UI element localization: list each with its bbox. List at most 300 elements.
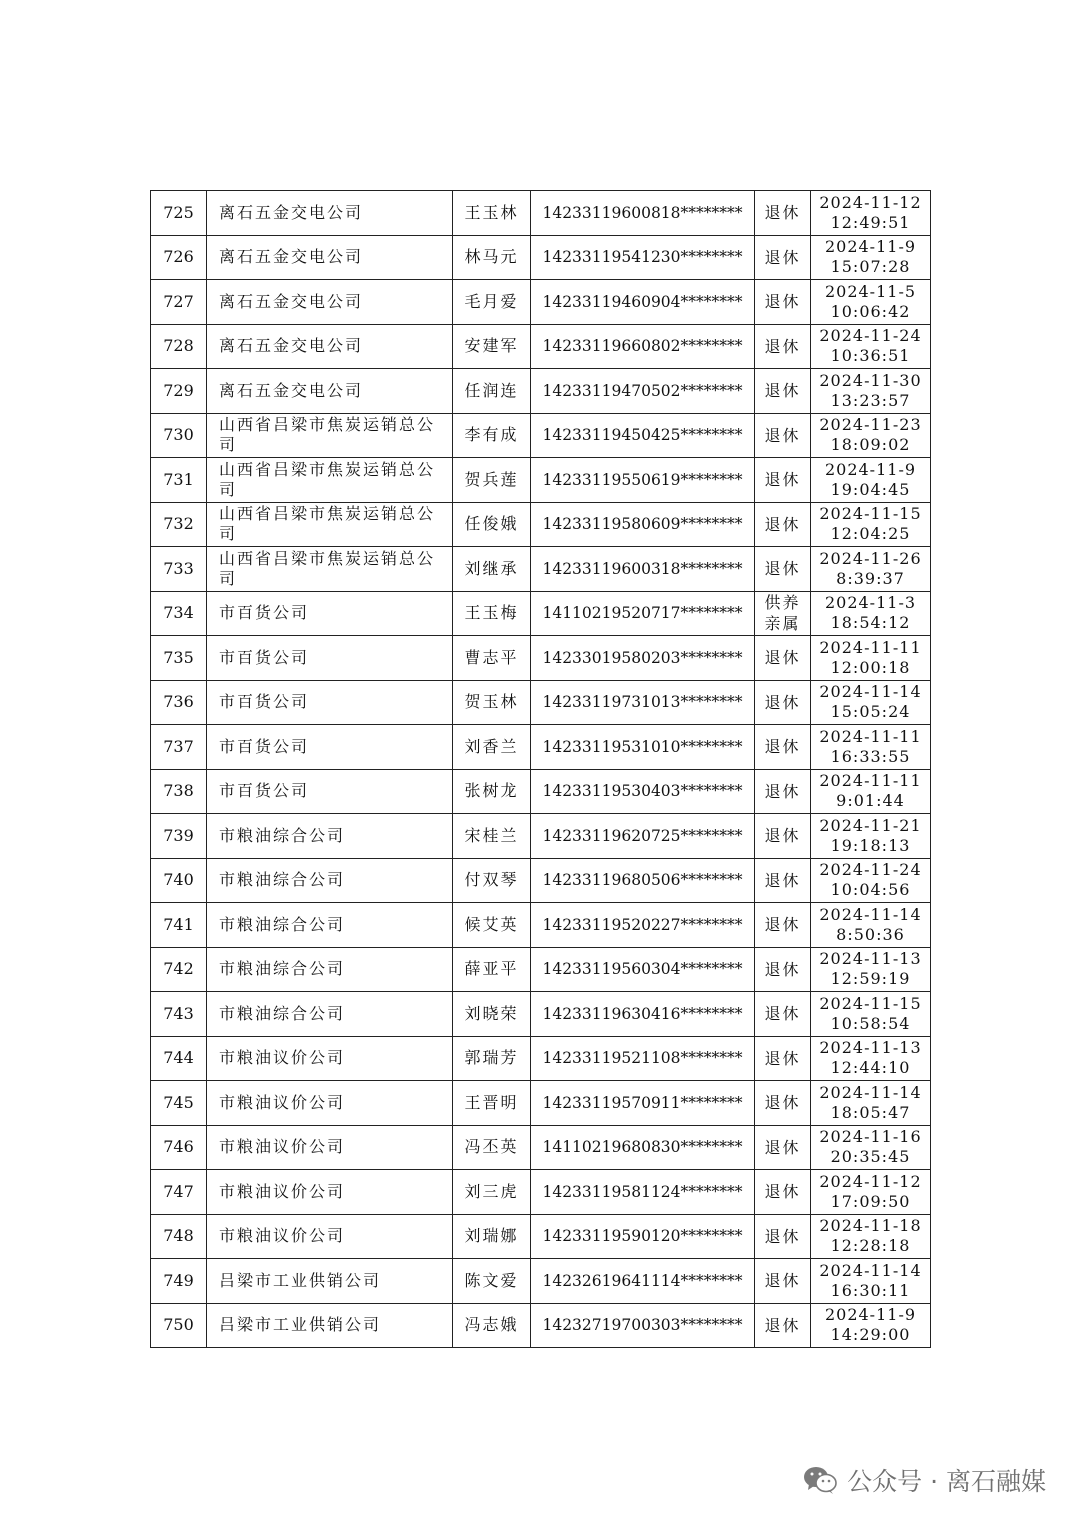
- person-name: 冯志娥: [464, 1315, 519, 1335]
- id-number: 14233119600318********: [542, 559, 743, 578]
- timestamp-date: 2024-11-23: [819, 415, 922, 435]
- timestamp-date: 2024-11-24: [819, 326, 922, 346]
- row-number: 737: [163, 736, 194, 756]
- row-number-cell: [151, 502, 207, 547]
- timestamp-time: 15:07:28: [830, 257, 911, 277]
- id-number-cell: [531, 947, 755, 992]
- id-number-cell: [531, 1125, 755, 1170]
- table-row: [151, 280, 931, 325]
- unit-name-cell: [207, 1214, 453, 1259]
- person-name: 候艾英: [464, 914, 519, 934]
- category-cell: [755, 769, 811, 814]
- person-name: 任俊娥: [464, 514, 519, 534]
- id-number: 14233119541230********: [542, 248, 743, 267]
- timestamp-cell: [811, 769, 931, 814]
- unit-name: 市百货公司: [219, 647, 310, 667]
- category-cell: [755, 458, 811, 503]
- category-cell: [755, 1214, 811, 1259]
- timestamp-time: 12:49:51: [830, 212, 911, 232]
- id-number: 14232719700303********: [542, 1316, 743, 1335]
- timestamp-time: 12:59:19: [830, 969, 911, 989]
- category: 退休: [764, 514, 801, 534]
- id-number-cell: [531, 413, 755, 458]
- table-row: [151, 591, 931, 636]
- timestamp-cell: [811, 814, 931, 859]
- id-number-cell: [531, 1303, 755, 1348]
- category-cell: [755, 947, 811, 992]
- person-name: 王玉梅: [464, 603, 519, 623]
- id-number: 14233019580203********: [542, 648, 743, 667]
- category-cell: [755, 1259, 811, 1304]
- unit-name-cell: [207, 680, 453, 725]
- person-name-cell: [453, 369, 531, 414]
- row-number-cell: [151, 903, 207, 948]
- category: 退休: [764, 1182, 801, 1202]
- id-number-cell: [531, 1081, 755, 1126]
- unit-name: 市粮油议价公司: [219, 1226, 346, 1246]
- timestamp-time: 9:01:44: [836, 791, 905, 811]
- person-name: 贺玉林: [464, 692, 519, 712]
- category-cell: [755, 1303, 811, 1348]
- timestamp-cell: [811, 458, 931, 503]
- timestamp-time: 8:39:37: [836, 568, 905, 588]
- table-row: [151, 992, 931, 1037]
- person-name: 毛月爱: [464, 291, 519, 311]
- person-name-cell: [453, 547, 531, 592]
- timestamp-cell: [811, 1214, 931, 1259]
- row-number: 727: [163, 291, 194, 311]
- unit-name: 山西省吕梁市焦炭运销总公司: [219, 459, 436, 499]
- unit-name: 离石五金交电公司: [219, 202, 364, 222]
- category: 退休: [764, 1048, 801, 1068]
- row-number: 732: [163, 514, 194, 534]
- unit-name-cell: [207, 458, 453, 503]
- person-name-cell: [453, 1303, 531, 1348]
- id-number: 14233119580609********: [542, 515, 743, 534]
- timestamp-date: 2024-11-21: [819, 815, 922, 835]
- category-cell: [755, 324, 811, 369]
- table-row: [151, 324, 931, 369]
- row-number: 744: [163, 1048, 194, 1068]
- timestamp-time: 20:35:45: [830, 1147, 911, 1167]
- row-number: 725: [163, 202, 194, 222]
- row-number-cell: [151, 1036, 207, 1081]
- unit-name-cell: [207, 324, 453, 369]
- unit-name-cell: [207, 992, 453, 1037]
- timestamp-cell: [811, 1303, 931, 1348]
- person-name: 安建军: [464, 336, 519, 356]
- person-name: 刘晓荣: [464, 1003, 519, 1023]
- unit-name-cell: [207, 1036, 453, 1081]
- timestamp-date: 2024-11-24: [819, 860, 922, 880]
- category: 退休: [764, 781, 801, 801]
- row-number: 749: [163, 1270, 194, 1290]
- row-number-cell: [151, 947, 207, 992]
- id-number: 14233119590120********: [542, 1227, 743, 1246]
- timestamp-date: 2024-11-14: [819, 904, 922, 924]
- unit-name-cell: [207, 636, 453, 681]
- unit-name: 市百货公司: [219, 781, 310, 801]
- person-name: 刘三虎: [464, 1181, 519, 1201]
- category: 退休: [764, 470, 801, 490]
- timestamp-cell: [811, 502, 931, 547]
- unit-name-cell: [207, 369, 453, 414]
- row-number-cell: [151, 814, 207, 859]
- id-number-cell: [531, 1259, 755, 1304]
- category-cell: [755, 413, 811, 458]
- unit-name-cell: [207, 280, 453, 325]
- timestamp-cell: [811, 903, 931, 948]
- id-number: 14110219680830********: [542, 1138, 743, 1157]
- timestamp-time: 13:23:57: [830, 390, 911, 410]
- unit-name-cell: [207, 725, 453, 770]
- row-number-cell: [151, 191, 207, 236]
- category-cell: [755, 1081, 811, 1126]
- table-row: [151, 458, 931, 503]
- timestamp-cell: [811, 369, 931, 414]
- unit-name-cell: [207, 1259, 453, 1304]
- timestamp-date: 2024-11-5: [824, 281, 917, 301]
- unit-name-cell: [207, 858, 453, 903]
- id-number: 14233119560304********: [542, 960, 743, 979]
- person-name: 付双琴: [464, 870, 519, 890]
- id-number: 14110219520717********: [542, 604, 743, 623]
- person-name-cell: [453, 814, 531, 859]
- roster-table: [150, 190, 931, 1348]
- row-number: 728: [163, 336, 194, 356]
- row-number: 735: [163, 647, 194, 667]
- roster-table-body: [151, 191, 931, 1348]
- timestamp-date: 2024-11-14: [819, 1082, 922, 1102]
- row-number-cell: [151, 636, 207, 681]
- timestamp-cell: [811, 725, 931, 770]
- category: 退休: [764, 336, 801, 356]
- person-name-cell: [453, 191, 531, 236]
- table-row: [151, 814, 931, 859]
- timestamp-date: 2024-11-26: [819, 548, 922, 568]
- row-number: 736: [163, 692, 194, 712]
- timestamp-cell: [811, 947, 931, 992]
- id-number: 14233119550619********: [542, 470, 743, 489]
- id-number-cell: [531, 680, 755, 725]
- unit-name-cell: [207, 1081, 453, 1126]
- category: 退休: [764, 1137, 801, 1157]
- timestamp-cell: [811, 1170, 931, 1215]
- category-cell: [755, 280, 811, 325]
- category: 退休: [764, 1271, 801, 1291]
- id-number-cell: [531, 1170, 755, 1215]
- id-number: 14233119521108********: [542, 1049, 743, 1068]
- wechat-icon: [803, 1465, 837, 1495]
- unit-name-cell: [207, 235, 453, 280]
- unit-name: 市粮油综合公司: [219, 1003, 346, 1023]
- person-name-cell: [453, 636, 531, 681]
- person-name: 郭瑞芳: [464, 1048, 519, 1068]
- row-number-cell: [151, 280, 207, 325]
- id-number-cell: [531, 369, 755, 414]
- id-number: 14233119530403********: [542, 782, 743, 801]
- category: 退休: [764, 1226, 801, 1246]
- person-name-cell: [453, 1125, 531, 1170]
- unit-name-cell: [207, 547, 453, 592]
- person-name: 刘瑞娜: [464, 1226, 519, 1246]
- row-number-cell: [151, 235, 207, 280]
- unit-name-cell: [207, 1125, 453, 1170]
- row-number-cell: [151, 992, 207, 1037]
- unit-name: 离石五金交电公司: [219, 291, 364, 311]
- table-row: [151, 769, 931, 814]
- row-number: 729: [163, 380, 194, 400]
- timestamp-date: 2024-11-14: [819, 682, 922, 702]
- timestamp-time: 17:09:50: [830, 1191, 911, 1211]
- unit-name-cell: [207, 413, 453, 458]
- unit-name-cell: [207, 1303, 453, 1348]
- timestamp-cell: [811, 636, 931, 681]
- category: 退休: [764, 425, 801, 445]
- category: 退休: [764, 826, 801, 846]
- person-name: 林马元: [464, 247, 519, 267]
- id-number-cell: [531, 769, 755, 814]
- person-name-cell: [453, 324, 531, 369]
- timestamp-cell: [811, 191, 931, 236]
- person-name-cell: [453, 1259, 531, 1304]
- id-number: 14233119531010********: [542, 737, 743, 756]
- timestamp-date: 2024-11-9: [824, 1305, 917, 1325]
- person-name-cell: [453, 1214, 531, 1259]
- table-row: [151, 547, 931, 592]
- timestamp-time: 10:06:42: [830, 301, 911, 321]
- id-number: 14233119680506********: [542, 871, 743, 890]
- id-number: 14233119460904********: [542, 292, 743, 311]
- category-cell: [755, 858, 811, 903]
- category-cell: [755, 814, 811, 859]
- table-row: [151, 369, 931, 414]
- row-number-cell: [151, 1170, 207, 1215]
- row-number: 739: [163, 825, 194, 845]
- person-name-cell: [453, 1036, 531, 1081]
- row-number-cell: [151, 680, 207, 725]
- row-number: 731: [163, 469, 194, 489]
- category: 退休: [764, 737, 801, 757]
- table-row: [151, 903, 931, 948]
- unit-name-cell: [207, 591, 453, 636]
- id-number-cell: [531, 191, 755, 236]
- timestamp-cell: [811, 1125, 931, 1170]
- table-row: [151, 413, 931, 458]
- category-cell: [755, 1170, 811, 1215]
- person-name-cell: [453, 458, 531, 503]
- category-cell: [755, 235, 811, 280]
- unit-name: 市粮油综合公司: [219, 825, 346, 845]
- table-row: [151, 1170, 931, 1215]
- unit-name: 离石五金交电公司: [219, 247, 364, 267]
- person-name: 陈文爱: [464, 1270, 519, 1290]
- person-name: 贺兵莲: [464, 469, 519, 489]
- category: 退休: [764, 915, 801, 935]
- row-number-cell: [151, 458, 207, 503]
- id-number: 14233119581124********: [542, 1182, 743, 1201]
- unit-name-cell: [207, 191, 453, 236]
- id-number-cell: [531, 235, 755, 280]
- row-number-cell: [151, 324, 207, 369]
- timestamp-date: 2024-11-14: [819, 1260, 922, 1280]
- timestamp-cell: [811, 858, 931, 903]
- table-row: [151, 1125, 931, 1170]
- person-name-cell: [453, 992, 531, 1037]
- table-row: [151, 725, 931, 770]
- id-number-cell: [531, 324, 755, 369]
- category-cell: [755, 369, 811, 414]
- category: 退休: [764, 1093, 801, 1113]
- timestamp-time: 12:28:18: [830, 1236, 911, 1256]
- timestamp-time: 10:04:56: [830, 880, 911, 900]
- timestamp-time: 19:04:45: [830, 479, 911, 499]
- timestamp-time: 10:36:51: [830, 346, 911, 366]
- timestamp-date: 2024-11-3: [824, 593, 917, 613]
- person-name-cell: [453, 591, 531, 636]
- category: 退休: [764, 247, 801, 267]
- table-row: [151, 947, 931, 992]
- timestamp-date: 2024-11-9: [824, 237, 917, 257]
- person-name: 冯丕英: [464, 1137, 519, 1157]
- timestamp-time: 8:50:36: [836, 924, 905, 944]
- row-number-cell: [151, 725, 207, 770]
- table-row: [151, 1214, 931, 1259]
- category: 退休: [764, 648, 801, 668]
- timestamp-cell: [811, 547, 931, 592]
- row-number-cell: [151, 1303, 207, 1348]
- category: 退休: [764, 381, 801, 401]
- person-name: 王玉林: [464, 202, 519, 222]
- unit-name: 离石五金交电公司: [219, 380, 364, 400]
- id-number-cell: [531, 725, 755, 770]
- row-number-cell: [151, 369, 207, 414]
- row-number: 733: [163, 558, 194, 578]
- id-number-cell: [531, 903, 755, 948]
- table-row: [151, 858, 931, 903]
- category: 退休: [764, 870, 801, 890]
- category-cell: [755, 547, 811, 592]
- watermark: [803, 1462, 1046, 1498]
- timestamp-date: 2024-11-15: [819, 993, 922, 1013]
- row-number: 741: [163, 914, 194, 934]
- unit-name: 市粮油议价公司: [219, 1181, 346, 1201]
- row-number: 742: [163, 959, 194, 979]
- row-number-cell: [151, 1259, 207, 1304]
- unit-name: 市粮油议价公司: [219, 1137, 346, 1157]
- id-number: 14233119620725********: [542, 826, 743, 845]
- table-row: [151, 1081, 931, 1126]
- table-row: [151, 680, 931, 725]
- id-number: 14233119470502********: [542, 381, 743, 400]
- category-cell: [755, 191, 811, 236]
- category: 退休: [764, 203, 801, 223]
- person-name: 曹志平: [464, 647, 519, 667]
- unit-name: 市粮油议价公司: [219, 1092, 346, 1112]
- person-name: 王晋明: [464, 1092, 519, 1112]
- id-number-cell: [531, 1214, 755, 1259]
- unit-name-cell: [207, 903, 453, 948]
- person-name-cell: [453, 947, 531, 992]
- unit-name: 市百货公司: [219, 603, 310, 623]
- person-name: 刘继承: [464, 558, 519, 578]
- category: 退休: [764, 1315, 801, 1335]
- person-name-cell: [453, 1081, 531, 1126]
- person-name: 刘香兰: [464, 736, 519, 756]
- row-number: 734: [163, 603, 194, 623]
- category: 退休: [764, 559, 801, 579]
- id-number-cell: [531, 502, 755, 547]
- category-cell: [755, 636, 811, 681]
- timestamp-date: 2024-11-18: [819, 1216, 922, 1236]
- id-number-cell: [531, 636, 755, 681]
- timestamp-cell: [811, 1036, 931, 1081]
- person-name-cell: [453, 235, 531, 280]
- row-number: 746: [163, 1137, 194, 1157]
- id-number: 14233119570911********: [542, 1093, 743, 1112]
- person-name: 任润连: [464, 380, 519, 400]
- category-cell: [755, 725, 811, 770]
- person-name: 张树龙: [464, 781, 519, 801]
- person-name-cell: [453, 858, 531, 903]
- timestamp-cell: [811, 413, 931, 458]
- unit-name: 离石五金交电公司: [219, 336, 364, 356]
- timestamp-time: 16:30:11: [830, 1280, 911, 1300]
- unit-name: 市粮油议价公司: [219, 1048, 346, 1068]
- unit-name-cell: [207, 502, 453, 547]
- timestamp-cell: [811, 680, 931, 725]
- unit-name: 市粮油综合公司: [219, 870, 346, 890]
- timestamp-cell: [811, 1081, 931, 1126]
- unit-name: 山西省吕梁市焦炭运销总公司: [219, 415, 436, 455]
- unit-name-cell: [207, 1170, 453, 1215]
- timestamp-cell: [811, 324, 931, 369]
- table-row: [151, 1036, 931, 1081]
- id-number: 14233119520227********: [542, 915, 743, 934]
- unit-name-cell: [207, 769, 453, 814]
- table-row: [151, 1303, 931, 1348]
- row-number-cell: [151, 769, 207, 814]
- timestamp-date: 2024-11-30: [819, 370, 922, 390]
- id-number-cell: [531, 591, 755, 636]
- timestamp-cell: [811, 591, 931, 636]
- row-number: 743: [163, 1003, 194, 1023]
- person-name-cell: [453, 769, 531, 814]
- person-name: 薛亚平: [464, 959, 519, 979]
- id-number: 14232619641114********: [542, 1271, 743, 1290]
- category: 退休: [764, 292, 801, 312]
- timestamp-date: 2024-11-12: [819, 192, 922, 212]
- row-number: 747: [163, 1181, 194, 1201]
- person-name-cell: [453, 1170, 531, 1215]
- timestamp-time: 18:05:47: [830, 1102, 911, 1122]
- timestamp-cell: [811, 992, 931, 1037]
- table-row: [151, 502, 931, 547]
- table-row: [151, 235, 931, 280]
- timestamp-date: 2024-11-12: [819, 1171, 922, 1191]
- timestamp-cell: [811, 235, 931, 280]
- timestamp-date: 2024-11-11: [819, 771, 922, 791]
- row-number: 750: [163, 1315, 194, 1335]
- timestamp-time: 10:58:54: [830, 1013, 911, 1033]
- timestamp-time: 12:00:18: [830, 657, 911, 677]
- timestamp-cell: [811, 280, 931, 325]
- id-number-cell: [531, 858, 755, 903]
- row-number-cell: [151, 413, 207, 458]
- id-number-cell: [531, 547, 755, 592]
- timestamp-date: 2024-11-11: [819, 726, 922, 746]
- unit-name: 市百货公司: [219, 692, 310, 712]
